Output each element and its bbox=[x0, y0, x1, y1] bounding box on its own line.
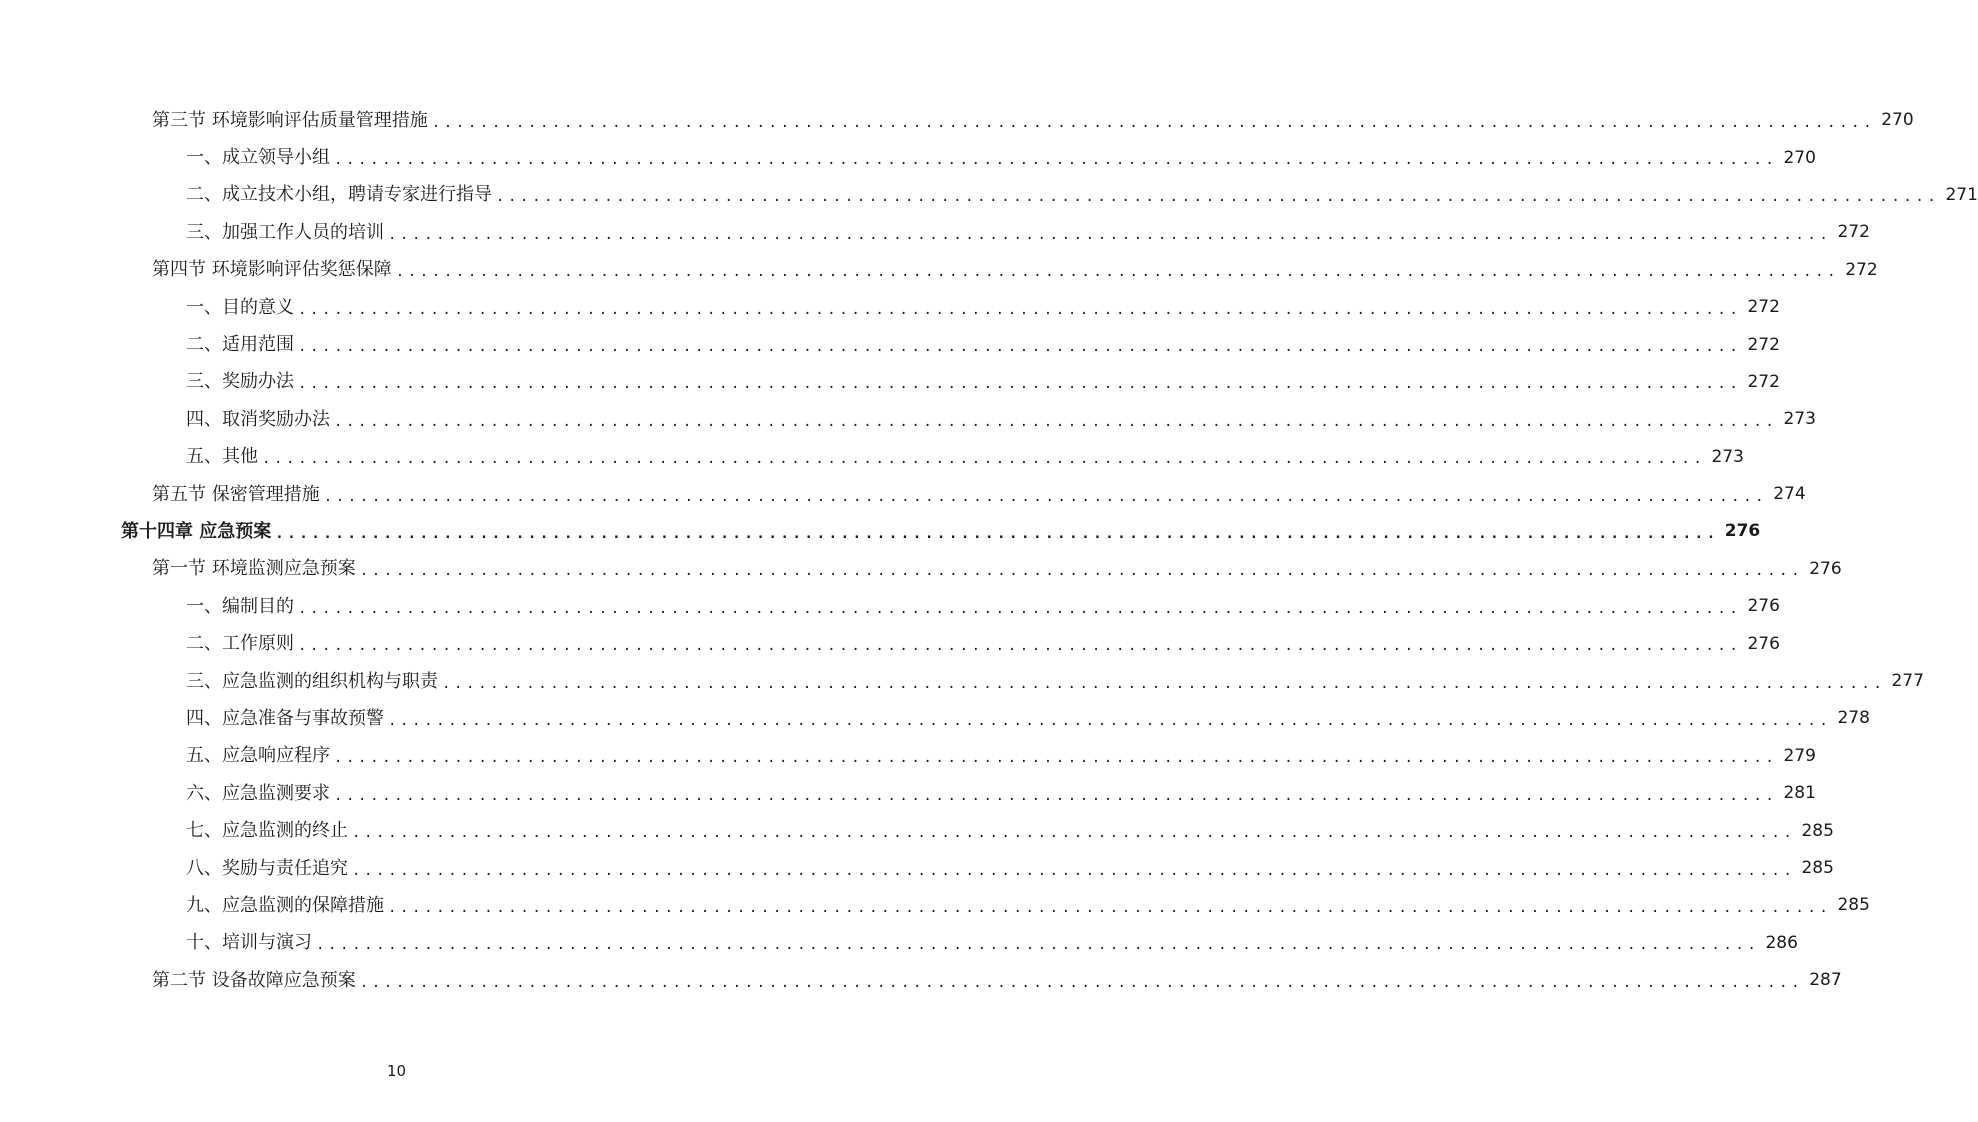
toc-entry-item[interactable] bbox=[0, 326, 1780, 363]
toc-entry-item[interactable] bbox=[0, 289, 1780, 326]
toc-entry-title: 第五节 保密管理措施 bbox=[152, 486, 324, 504]
toc-entry-item[interactable] bbox=[0, 625, 1780, 662]
dot-leader: ........................................................................................................................ bbox=[298, 301, 1742, 318]
toc-entry-title: 三、加强工作人员的培训 bbox=[186, 224, 388, 242]
toc-entry-title: 第二节 设备故障应急预案 bbox=[152, 972, 360, 990]
dot-leader: ........................................................................................................................ bbox=[352, 862, 1796, 879]
toc-entry-page: 276 bbox=[1809, 558, 1842, 579]
toc-entry-item[interactable] bbox=[0, 588, 1780, 625]
toc-entry-title: 三、应急监测的组织机构与职责 bbox=[186, 673, 442, 691]
dot-leader: ........................................................................................................................ bbox=[431, 114, 1876, 131]
toc-entry-section[interactable] bbox=[0, 476, 1806, 513]
toc-entry-page: 272 bbox=[1845, 259, 1878, 280]
toc-entry-page: 285 bbox=[1837, 895, 1870, 916]
dot-leader: ........................................................................................................................ bbox=[323, 488, 1768, 505]
toc-entry-page: 277 bbox=[1891, 671, 1924, 692]
dot-leader: ........................................................................................................................ bbox=[334, 152, 1778, 169]
toc-entry-title: 一、目的意义 bbox=[186, 299, 298, 317]
toc-entry-title: 七、应急监测的终止 bbox=[186, 822, 352, 840]
toc-entry-page: 272 bbox=[1747, 297, 1780, 318]
toc-entry-page: 278 bbox=[1837, 708, 1870, 729]
toc-entry-page: 272 bbox=[1747, 371, 1780, 392]
toc-entry-page: 285 bbox=[1801, 858, 1834, 878]
toc-entry-page: 276 bbox=[1724, 521, 1761, 542]
toc-entry-title: 第三节 环境影响评估质量管理措施 bbox=[152, 112, 432, 130]
toc-entry-title: 十、培训与演习 bbox=[186, 934, 316, 952]
toc-entry-title: 三、奖励办法 bbox=[186, 373, 298, 391]
toc-entry-page: 276 bbox=[1747, 596, 1780, 617]
table-of-contents bbox=[0, 102, 1978, 999]
toc-entry-page: 279 bbox=[1783, 745, 1816, 766]
toc-entry-title: 六、应急监测要求 bbox=[186, 785, 334, 803]
dot-leader: ........................................................................................................................ bbox=[388, 899, 1832, 916]
toc-entry-title: 第四节 环境影响评估奖惩保障 bbox=[152, 261, 396, 279]
toc-entry-item[interactable] bbox=[0, 139, 1816, 176]
toc-entry-title: 一、编制目的 bbox=[186, 598, 298, 616]
toc-entry-page: 272 bbox=[1837, 222, 1870, 243]
toc-entry-item[interactable] bbox=[0, 177, 1978, 214]
toc-entry-title: 一、成立领导小组 bbox=[186, 149, 334, 167]
toc-entry-item[interactable] bbox=[0, 439, 1744, 476]
toc-entry-item[interactable] bbox=[0, 925, 1798, 962]
toc-entry-item[interactable] bbox=[0, 700, 1870, 737]
toc-entry-page: 270 bbox=[1881, 110, 1914, 131]
toc-entry-page: 276 bbox=[1747, 633, 1780, 654]
toc-entry-page: 273 bbox=[1711, 446, 1744, 467]
dot-leader: ........................................................................................................................ bbox=[334, 787, 1778, 804]
toc-entry-page: 272 bbox=[1747, 334, 1780, 355]
toc-entry-item[interactable] bbox=[0, 812, 1834, 849]
toc-entry-page: 274 bbox=[1773, 484, 1806, 505]
toc-entry-item[interactable] bbox=[0, 364, 1780, 401]
toc-entry-item[interactable] bbox=[0, 401, 1816, 438]
toc-entry-section[interactable] bbox=[0, 962, 1842, 999]
dot-leader: ........................................................................................................................ bbox=[262, 451, 1706, 468]
toc-entry-item[interactable] bbox=[0, 850, 1834, 887]
dot-leader: ........................................................................................................................ bbox=[352, 825, 1796, 842]
toc-entry-section[interactable] bbox=[0, 102, 1914, 139]
toc-entry-page: 281 bbox=[1783, 783, 1816, 804]
toc-entry-title: 四、取消奖励办法 bbox=[186, 411, 334, 429]
toc-entry-title: 八、奖励与责任追究 bbox=[186, 860, 352, 878]
toc-entry-title: 第十四章 应急预案 bbox=[121, 523, 275, 541]
toc-entry-item[interactable] bbox=[0, 663, 1924, 700]
toc-entry-title: 二、成立技术小组，聘请专家进行指导 bbox=[186, 186, 496, 204]
dot-leader: ........................................................................................................................ bbox=[334, 750, 1778, 767]
dot-leader: ........................................................................................................................ bbox=[359, 974, 1804, 991]
dot-leader: ........................................................................................................................ bbox=[298, 638, 1742, 655]
toc-entry-item[interactable] bbox=[0, 738, 1816, 775]
toc-entry-item[interactable] bbox=[0, 214, 1870, 251]
toc-entry-section[interactable] bbox=[0, 551, 1842, 588]
toc-entry-page: 287 bbox=[1809, 970, 1842, 991]
dot-leader: ........................................................................................................................ bbox=[359, 563, 1804, 580]
dot-leader: ........................................................................................................................ bbox=[496, 189, 1940, 206]
toc-entry-item[interactable] bbox=[0, 887, 1870, 924]
dot-leader: ........................................................................................................................ bbox=[298, 600, 1742, 617]
dot-leader: ........................................................................................................................ bbox=[395, 264, 1840, 281]
toc-entry-page: 285 bbox=[1801, 820, 1834, 841]
page-number: 10 bbox=[386, 1062, 407, 1080]
dot-leader: ........................................................................................................................ bbox=[275, 525, 1719, 542]
toc-entry-chapter[interactable] bbox=[0, 513, 1761, 550]
toc-entry-title: 四、应急准备与事故预警 bbox=[186, 710, 388, 728]
toc-entry-title: 五、应急响应程序 bbox=[186, 747, 334, 765]
toc-entry-item[interactable] bbox=[0, 775, 1816, 812]
dot-leader: ........................................................................................................................ bbox=[298, 376, 1742, 393]
toc-entry-page: 286 bbox=[1765, 932, 1798, 953]
toc-entry-page: 271 bbox=[1945, 184, 1978, 205]
dot-leader: ........................................................................................................................ bbox=[442, 675, 1886, 692]
toc-entry-title: 九、应急监测的保障措施 bbox=[186, 897, 388, 915]
toc-entry-page: 273 bbox=[1783, 409, 1816, 430]
dot-leader: ........................................................................................................................ bbox=[388, 226, 1832, 243]
toc-entry-title: 五、其他 bbox=[186, 448, 262, 466]
dot-leader: ........................................................................................................................ bbox=[298, 339, 1742, 356]
toc-entry-page: 270 bbox=[1783, 147, 1816, 168]
toc-entry-section[interactable] bbox=[0, 252, 1878, 289]
toc-entry-title: 二、工作原则 bbox=[186, 635, 298, 653]
dot-leader: ........................................................................................................................ bbox=[388, 712, 1832, 729]
toc-entry-title: 二、适用范围 bbox=[186, 336, 298, 354]
dot-leader: ........................................................................................................................ bbox=[316, 937, 1760, 954]
dot-leader: ........................................................................................................................ bbox=[334, 413, 1778, 430]
toc-entry-title: 第一节 环境监测应急预案 bbox=[152, 560, 360, 578]
